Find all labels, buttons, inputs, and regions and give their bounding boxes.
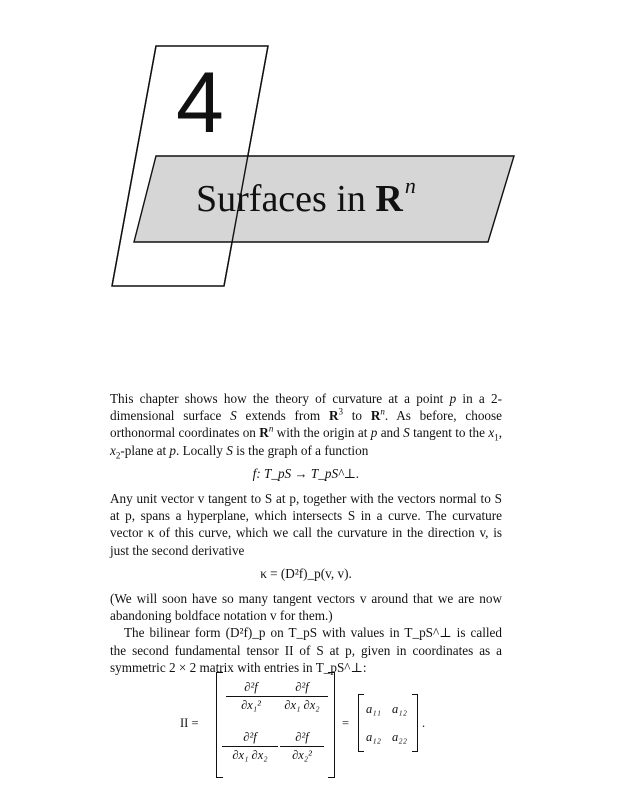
chapter-title-text: Surfaces in	[196, 178, 366, 220]
matrix2-left-bracket	[358, 694, 364, 752]
matrix2-a21: a₁₂	[366, 730, 381, 744]
matrix2-right-bracket	[412, 694, 418, 752]
matrix-equals: =	[342, 716, 350, 730]
paragraph-3: (We will soon have so many tangent vectors v around that we are now abandoning boldface notation v for them.)	[110, 591, 502, 624]
matrix-entry-12: $\frac{\text{∂²f}}{\text{∂x₁ ∂x₂}}$	[276, 680, 328, 713]
matrix-entry-22: $\frac{\text{∂²f}}{\text{∂x₂²}}$	[280, 730, 324, 763]
equation-1: f: T_pS → T_pS^⊥.	[252, 465, 360, 481]
chapter-number: 4	[176, 55, 224, 151]
equation-2: κ = (D²f)_p(v, v).	[260, 565, 352, 581]
matrix2-a12: a₁₂	[392, 702, 407, 716]
paragraph-1: This chapter shows how the theory of curvature at a point p in a 2-dimensional surface S extends from $R^3$ to $R^n$. As before, choose orthonormal coordinates on $R^n$ with the origin at p and S tangent to the $x_1$, $x_2$-plane at p. Locally S is the graph of a function	[110, 391, 503, 461]
paragraph-2: Any unit vector v tangent to S at p, together with the vectors normal to S at p, spans a hyperplane, which intersects S in a curve. The curvature vector κ of this curve, which we call the curvature in the direction v, is just the second derivative	[110, 491, 502, 558]
chapter-title-sup: n	[404, 173, 416, 198]
matrix-right-bracket	[328, 672, 335, 778]
chapter-banner	[0, 0, 617, 300]
paragraph-4: The bilinear form (D²f)_p on T_pS with values in T_pS^⊥ is called the second fundamental tensor II of S at p, given in coordinates as a symmetric 2 × 2 matrix with entries in T_pS^⊥:	[110, 625, 502, 675]
matrix-entry-11: $\frac{\text{∂²f}}{\text{∂x₁²}}$	[226, 680, 276, 713]
chapter-title	[196, 173, 416, 220]
chapter-title-bold: R	[375, 178, 403, 220]
matrix-entry-21: $\frac{\text{∂²f}}{\text{∂x₁ ∂x₂}}$	[222, 730, 278, 763]
body-text	[110, 390, 502, 676]
matrix-lhs: II =	[180, 716, 199, 730]
matrix2-a11: a₁₁	[366, 702, 381, 716]
matrix-period: .	[422, 716, 426, 730]
second-fundamental-matrix	[180, 670, 480, 780]
matrix2-a22: a₂₂	[392, 730, 407, 744]
